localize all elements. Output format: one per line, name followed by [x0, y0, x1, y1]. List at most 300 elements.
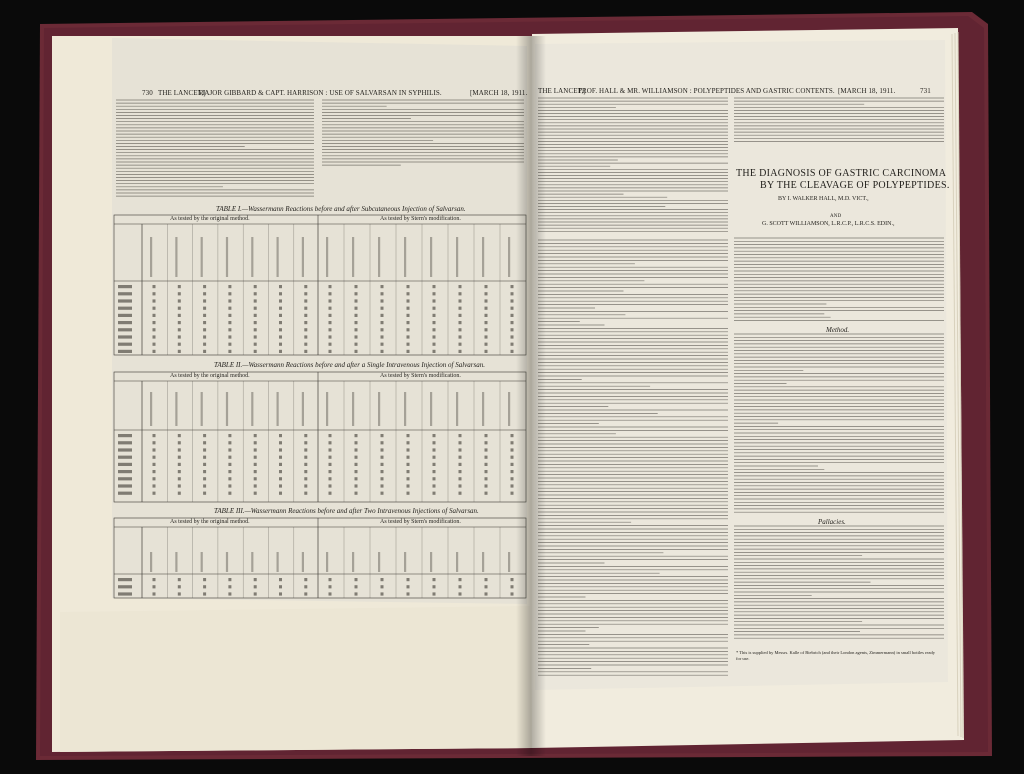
table-cell-mark	[485, 492, 488, 495]
table-cell-mark	[254, 307, 257, 310]
table-cell-mark	[203, 292, 206, 295]
table-header-mark	[456, 392, 458, 426]
table-cell-mark	[228, 441, 231, 444]
table-cell-mark	[203, 350, 206, 353]
table-row-label-mark	[118, 456, 132, 459]
table-cell-mark	[304, 321, 307, 324]
table-cell-mark	[153, 350, 156, 353]
table-header-mark	[508, 237, 510, 277]
table-cell-mark	[329, 470, 332, 473]
table-cell-mark	[178, 477, 181, 480]
table-header-mark	[201, 552, 203, 572]
table-header-mark	[378, 392, 380, 426]
table-cell-mark	[459, 592, 462, 595]
table-cell-mark	[178, 578, 181, 581]
table-cell-mark	[485, 292, 488, 295]
table-cell-mark	[279, 592, 282, 595]
table-cell-mark	[407, 463, 410, 466]
table-cell-mark	[381, 470, 384, 473]
table-cell-mark	[433, 321, 436, 324]
table-cell-mark	[153, 477, 156, 480]
table-row-label-mark	[118, 285, 132, 288]
table-cell-mark	[178, 434, 181, 437]
table-cell-mark	[459, 292, 462, 295]
table-cell-mark	[228, 335, 231, 338]
table-cell-mark	[228, 292, 231, 295]
right-page	[535, 40, 948, 690]
table-cell-mark	[355, 441, 358, 444]
table-cell-mark	[228, 470, 231, 473]
table-cell-mark	[203, 441, 206, 444]
table-cell-mark	[407, 441, 410, 444]
table-row-label-mark	[118, 307, 132, 310]
table-cell-mark	[279, 292, 282, 295]
table-cell-mark	[355, 484, 358, 487]
table-cell-mark	[407, 328, 410, 331]
table-cell-mark	[511, 463, 514, 466]
table-header-mark	[482, 392, 484, 426]
left-page-number: 730	[142, 89, 153, 97]
table-cell-mark	[433, 578, 436, 581]
table-cell-mark	[511, 592, 514, 595]
table-cell-mark	[329, 484, 332, 487]
table-cell-mark	[178, 307, 181, 310]
table-row-label-mark	[118, 470, 132, 473]
table-header-mark	[456, 552, 458, 572]
table-cell-mark	[304, 328, 307, 331]
table-cell-mark	[203, 335, 206, 338]
table-cell-mark	[228, 434, 231, 437]
table-cell-mark	[329, 456, 332, 459]
table-cell-mark	[153, 314, 156, 317]
table-cell-mark	[178, 335, 181, 338]
table-cell-mark	[355, 285, 358, 288]
table-cell-mark	[433, 328, 436, 331]
table-cell-mark	[433, 456, 436, 459]
table-cell-mark	[511, 321, 514, 324]
table-cell-mark	[203, 456, 206, 459]
right-running-head: PROF. HALL & MR. WILLIAMSON : POLYPEPTIDES AND GASTRIC CONTENTS.	[578, 87, 835, 95]
table-cell-mark	[433, 477, 436, 480]
table-2-group-original: As tested by the original method.	[170, 373, 250, 379]
table-cell-mark	[459, 299, 462, 302]
table-cell-mark	[304, 585, 307, 588]
table-cell-mark	[381, 477, 384, 480]
table-cell-mark	[153, 285, 156, 288]
table-cell-mark	[355, 335, 358, 338]
table-cell-mark	[279, 335, 282, 338]
table-cell-mark	[254, 484, 257, 487]
table-cell-mark	[485, 484, 488, 487]
table-cell-mark	[254, 477, 257, 480]
table-header-mark	[150, 392, 152, 426]
table-cell-mark	[485, 328, 488, 331]
table-cell-mark	[485, 434, 488, 437]
table-cell-mark	[433, 492, 436, 495]
table-1-group-stern: As tested by Stern's modification.	[380, 216, 461, 222]
table-cell-mark	[355, 314, 358, 317]
section-heading-pallacies: Pallacies.	[818, 518, 846, 526]
table-cell-mark	[228, 299, 231, 302]
table-header-mark	[352, 552, 354, 572]
table-row-label-mark	[118, 343, 132, 346]
table-cell-mark	[511, 585, 514, 588]
table-row-label-mark	[118, 441, 132, 444]
table-cell-mark	[178, 343, 181, 346]
table-cell-mark	[203, 448, 206, 451]
table-cell-mark	[304, 592, 307, 595]
table-cell-mark	[381, 585, 384, 588]
table-cell-mark	[381, 350, 384, 353]
table-cell-mark	[178, 292, 181, 295]
table-cell-mark	[153, 456, 156, 459]
table-header-mark	[482, 552, 484, 572]
table-cell-mark	[279, 477, 282, 480]
table-cell-mark	[279, 343, 282, 346]
table-cell-mark	[178, 484, 181, 487]
table-cell-mark	[433, 441, 436, 444]
table-cell-mark	[153, 470, 156, 473]
table-cell-mark	[459, 463, 462, 466]
table-cell-mark	[459, 456, 462, 459]
table-cell-mark	[459, 350, 462, 353]
table-cell-mark	[304, 492, 307, 495]
table-cell-mark	[304, 441, 307, 444]
table-cell-mark	[511, 477, 514, 480]
table-cell-mark	[381, 292, 384, 295]
table-cell-mark	[279, 484, 282, 487]
table-cell-mark	[381, 307, 384, 310]
table-cell-mark	[433, 350, 436, 353]
table-cell-mark	[381, 578, 384, 581]
table-row-label-mark	[118, 299, 132, 302]
table-cell-mark	[279, 463, 282, 466]
table-cell-mark	[329, 314, 332, 317]
table-cell-mark	[511, 434, 514, 437]
table-cell-mark	[355, 578, 358, 581]
table-cell-mark	[511, 328, 514, 331]
table-cell-mark	[355, 321, 358, 324]
table-cell-mark	[381, 321, 384, 324]
table-header-mark	[404, 237, 406, 277]
table-cell-mark	[178, 448, 181, 451]
table-cell-mark	[485, 477, 488, 480]
table-cell-mark	[381, 492, 384, 495]
table-cell-mark	[329, 299, 332, 302]
table-cell-mark	[203, 299, 206, 302]
table-cell-mark	[407, 456, 410, 459]
table-header-mark	[226, 392, 228, 426]
table-cell-mark	[433, 434, 436, 437]
table-cell-mark	[485, 314, 488, 317]
table-cell-mark	[407, 350, 410, 353]
table-cell-mark	[178, 314, 181, 317]
table-cell-mark	[329, 292, 332, 295]
table-cell-mark	[355, 492, 358, 495]
table-cell-mark	[329, 350, 332, 353]
table-cell-mark	[407, 592, 410, 595]
table-cell-mark	[203, 492, 206, 495]
table-header-mark	[326, 552, 328, 572]
right-date: [MARCH 18, 1911.	[838, 87, 896, 95]
table-header-mark	[378, 237, 380, 277]
table-cell-mark	[153, 335, 156, 338]
table-row-label-mark	[118, 292, 132, 295]
table-cell-mark	[407, 321, 410, 324]
table-cell-mark	[355, 448, 358, 451]
table-cell-mark	[485, 448, 488, 451]
table-header-mark	[226, 552, 228, 572]
table-cell-mark	[381, 335, 384, 338]
table-row-label-mark	[118, 335, 132, 338]
table-cell-mark	[355, 585, 358, 588]
table-header-mark	[201, 392, 203, 426]
table-cell-mark	[203, 477, 206, 480]
table-cell-mark	[228, 350, 231, 353]
table-cell-mark	[459, 578, 462, 581]
table-header-mark	[201, 237, 203, 277]
table-cell-mark	[279, 448, 282, 451]
table-cell-mark	[459, 492, 462, 495]
table-cell-mark	[153, 307, 156, 310]
table-cell-mark	[433, 343, 436, 346]
table-cell-mark	[254, 343, 257, 346]
table-cell-mark	[329, 492, 332, 495]
table-cell-mark	[355, 307, 358, 310]
table-header-mark	[430, 392, 432, 426]
table-cell-mark	[433, 463, 436, 466]
table-cell-mark	[178, 463, 181, 466]
table-cell-mark	[304, 578, 307, 581]
table-cell-mark	[407, 335, 410, 338]
table-cell-mark	[228, 307, 231, 310]
table-cell-mark	[254, 350, 257, 353]
table-cell-mark	[485, 470, 488, 473]
table-cell-mark	[511, 470, 514, 473]
table-cell-mark	[485, 578, 488, 581]
table-header-mark	[456, 237, 458, 277]
table-cell-mark	[485, 335, 488, 338]
table-cell-mark	[153, 434, 156, 437]
table-cell-mark	[407, 477, 410, 480]
table-cell-mark	[203, 314, 206, 317]
table-cell-mark	[459, 441, 462, 444]
table-cell-mark	[203, 285, 206, 288]
table-cell-mark	[433, 307, 436, 310]
table-cell-mark	[178, 299, 181, 302]
table-cell-mark	[279, 470, 282, 473]
table-cell-mark	[355, 463, 358, 466]
table-header-mark	[226, 237, 228, 277]
table-cell-mark	[381, 328, 384, 331]
table-cell-mark	[459, 285, 462, 288]
table-cell-mark	[203, 585, 206, 588]
table-cell-mark	[153, 448, 156, 451]
table-cell-mark	[407, 492, 410, 495]
table-cell-mark	[153, 321, 156, 324]
table-cell-mark	[304, 350, 307, 353]
table-cell-mark	[407, 585, 410, 588]
table-cell-mark	[228, 484, 231, 487]
table-cell-mark	[355, 434, 358, 437]
table-cell-mark	[355, 292, 358, 295]
table-header-mark	[352, 237, 354, 277]
table-cell-mark	[485, 592, 488, 595]
section-heading-method: Method.	[826, 326, 850, 334]
table-cell-mark	[228, 328, 231, 331]
table-cell-mark	[511, 285, 514, 288]
table-cell-mark	[433, 484, 436, 487]
table-header-mark	[404, 552, 406, 572]
table-cell-mark	[407, 307, 410, 310]
table-cell-mark	[228, 477, 231, 480]
table-cell-mark	[254, 285, 257, 288]
table-cell-mark	[203, 307, 206, 310]
table-cell-mark	[433, 592, 436, 595]
table-cell-mark	[304, 463, 307, 466]
table-cell-mark	[511, 292, 514, 295]
table-cell-mark	[381, 299, 384, 302]
table-cell-mark	[254, 578, 257, 581]
table-header-mark	[251, 392, 253, 426]
table-row-label-mark	[118, 314, 132, 317]
table-cell-mark	[329, 448, 332, 451]
table-header-mark	[251, 237, 253, 277]
table-cell-mark	[254, 328, 257, 331]
table-cell-mark	[178, 492, 181, 495]
right-journal-name: THE LANCET,]	[538, 87, 586, 95]
table-cell-mark	[153, 492, 156, 495]
table-cell-mark	[355, 299, 358, 302]
table-cell-mark	[228, 463, 231, 466]
table-cell-mark	[485, 299, 488, 302]
table-row-label-mark	[118, 477, 132, 480]
table-cell-mark	[459, 585, 462, 588]
table-row-label-mark	[118, 350, 132, 353]
table-cell-mark	[304, 470, 307, 473]
table-cell-mark	[485, 441, 488, 444]
table-cell-mark	[279, 578, 282, 581]
table-row-label-mark	[118, 321, 132, 324]
table-cell-mark	[355, 456, 358, 459]
article-title-line-1: THE DIAGNOSIS OF GASTRIC CARCINOMA	[736, 168, 947, 179]
table-header-mark	[277, 552, 279, 572]
table-cell-mark	[228, 321, 231, 324]
table-cell-mark	[254, 470, 257, 473]
table-cell-mark	[153, 343, 156, 346]
table-cell-mark	[511, 448, 514, 451]
table-row-label-mark	[118, 448, 132, 451]
table-cell-mark	[153, 441, 156, 444]
table-cell-mark	[485, 350, 488, 353]
table-row-label-mark	[118, 463, 132, 466]
footnote: * This is supplied by Messrs. Kalle of Biebrich (and their London agents, Zimmermann) in small bottles ready for use.	[736, 650, 936, 661]
table-cell-mark	[355, 470, 358, 473]
table-cell-mark	[485, 456, 488, 459]
table-cell-mark	[459, 307, 462, 310]
table-cell-mark	[228, 343, 231, 346]
table-cell-mark	[355, 350, 358, 353]
table-cell-mark	[459, 335, 462, 338]
table-cell-mark	[355, 592, 358, 595]
table-cell-mark	[381, 463, 384, 466]
table-2-group-stern: As tested by Stern's modification.	[380, 373, 461, 379]
table-cell-mark	[254, 585, 257, 588]
table-cell-mark	[329, 578, 332, 581]
author-1: BY I. WALKER HALL, M.D. VICT.,	[778, 196, 869, 202]
table-cell-mark	[279, 456, 282, 459]
table-cell-mark	[304, 314, 307, 317]
table-cell-mark	[485, 585, 488, 588]
table-cell-mark	[329, 585, 332, 588]
table-cell-mark	[279, 434, 282, 437]
article-title-line-2: BY THE CLEAVAGE OF POLYPEPTIDES.	[760, 180, 950, 191]
table-cell-mark	[485, 285, 488, 288]
table-cell-mark	[329, 592, 332, 595]
table-cell-mark	[178, 592, 181, 595]
table-cell-mark	[203, 343, 206, 346]
table-cell-mark	[228, 456, 231, 459]
table-cell-mark	[433, 299, 436, 302]
table-cell-mark	[279, 492, 282, 495]
table-header-mark	[175, 392, 177, 426]
table-cell-mark	[329, 343, 332, 346]
table-cell-mark	[304, 343, 307, 346]
table-cell-mark	[254, 292, 257, 295]
table-header-mark	[508, 392, 510, 426]
table-cell-mark	[433, 470, 436, 473]
table-cell-mark	[304, 456, 307, 459]
table-header-mark	[150, 237, 152, 277]
table-cell-mark	[433, 285, 436, 288]
table-cell-mark	[407, 299, 410, 302]
table-cell-mark	[203, 592, 206, 595]
table-cell-mark	[511, 492, 514, 495]
table-cell-mark	[178, 470, 181, 473]
table-cell-mark	[485, 463, 488, 466]
table-header-mark	[302, 552, 304, 572]
table-cell-mark	[511, 314, 514, 317]
table-cell-mark	[511, 335, 514, 338]
table-cell-mark	[203, 434, 206, 437]
table-cell-mark	[511, 307, 514, 310]
table-cell-mark	[254, 456, 257, 459]
table-cell-mark	[254, 463, 257, 466]
table-cell-mark	[511, 484, 514, 487]
table-header-mark	[302, 392, 304, 426]
table-cell-mark	[407, 434, 410, 437]
table-cell-mark	[203, 321, 206, 324]
table-row-label-mark	[118, 578, 132, 581]
table-cell-mark	[329, 477, 332, 480]
table-3-caption: TABLE III.—Wassermann Reactions before and after Two Intravenous Injections of Salvarsan.	[214, 507, 479, 515]
table-cell-mark	[304, 477, 307, 480]
table-header-mark	[326, 392, 328, 426]
table-cell-mark	[459, 470, 462, 473]
table-1-caption: TABLE I.—Wassermann Reactions before and after Subcutaneous Injection of Salvarsan.	[216, 205, 466, 213]
table-cell-mark	[178, 441, 181, 444]
table-cell-mark	[153, 585, 156, 588]
table-cell-mark	[433, 314, 436, 317]
table-cell-mark	[511, 578, 514, 581]
table-header-mark	[430, 552, 432, 572]
table-cell-mark	[254, 321, 257, 324]
table-cell-mark	[329, 463, 332, 466]
table-2-caption: TABLE II.—Wassermann Reactions before and after a Single Intravenous Injection of Salvarsan.	[214, 361, 485, 369]
table-cell-mark	[433, 335, 436, 338]
table-cell-mark	[254, 592, 257, 595]
table-cell-mark	[381, 456, 384, 459]
